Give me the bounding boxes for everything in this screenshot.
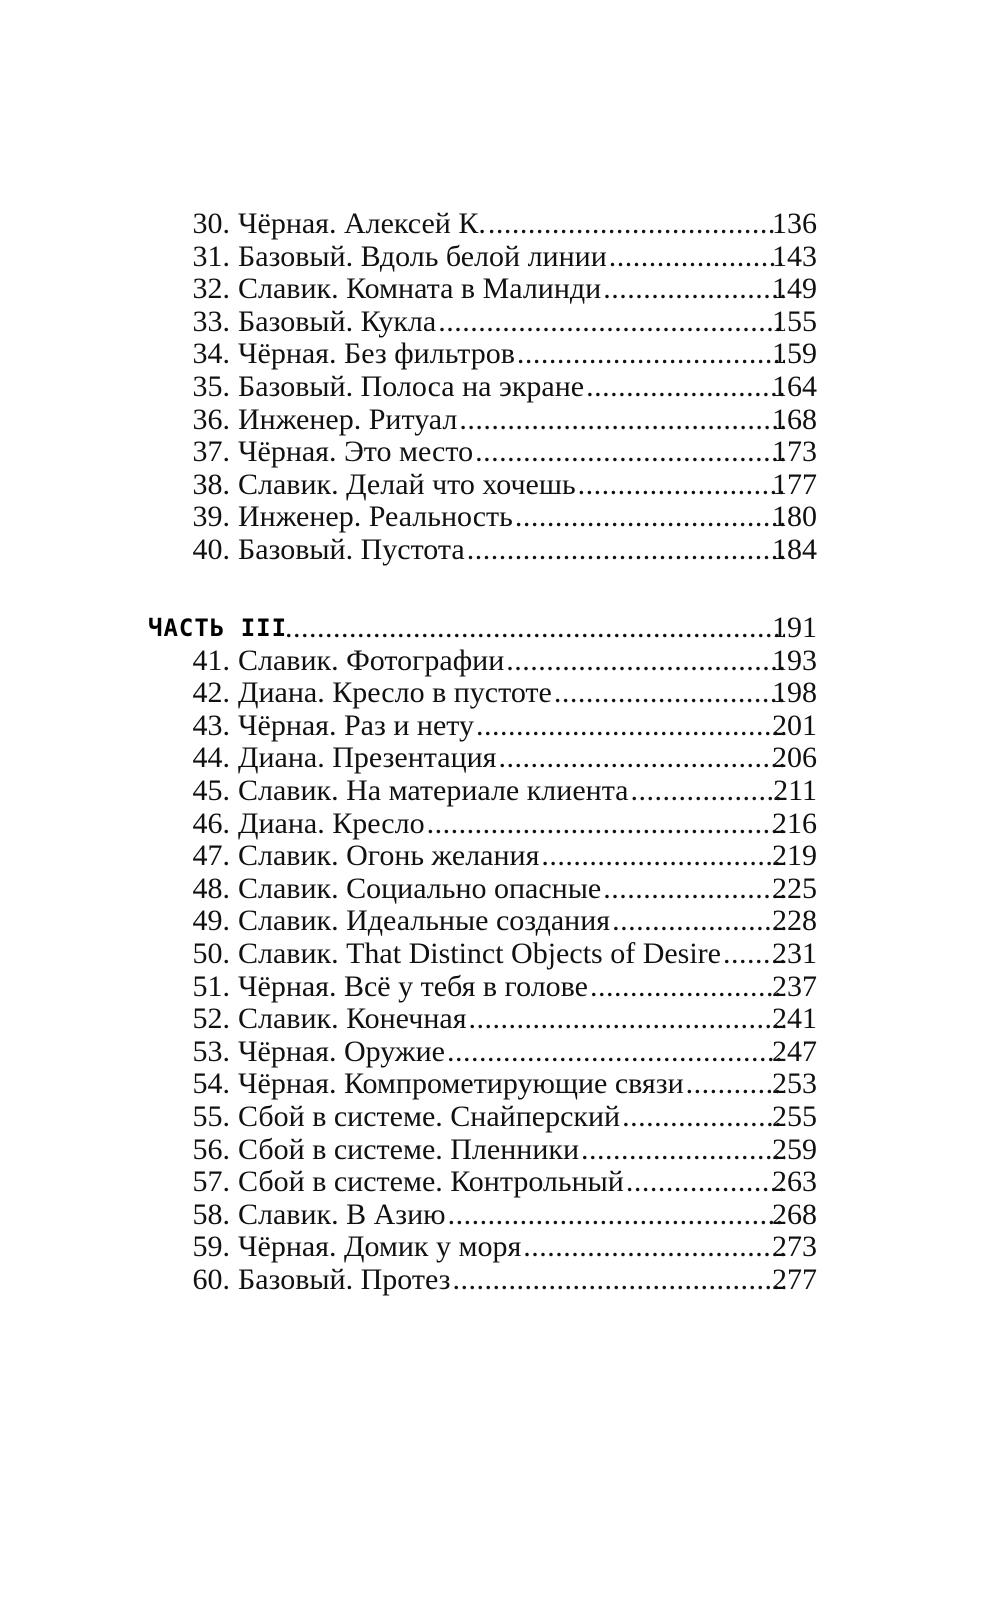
toc-entry[interactable] [0,1068,1000,1101]
chapter-number: 52. [192,1002,230,1036]
chapter-number: 50. [192,936,230,970]
toc-entry[interactable] [0,371,1000,404]
leader-dots [541,840,785,873]
page-number: 180 [772,500,817,534]
chapter-number: 47. [192,839,230,873]
toc-entry[interactable] [0,1264,1000,1297]
chapter-title: Славик. That Distinct Objects of Desire [238,937,721,970]
leader-dots [603,873,785,906]
toc-entry[interactable] [0,436,1000,469]
page-number: 255 [772,1099,817,1133]
chapter-title: Сбой в системе. Контрольный [238,1166,624,1199]
page-number: 241 [772,1002,817,1036]
toc-entry[interactable] [0,808,1000,841]
leader-dots [586,371,785,404]
chapter-number: 33. [192,304,230,338]
chapter-title: Сбой в системе. Пленники [238,1133,580,1166]
toc-entry[interactable] [0,873,1000,906]
chapter-number: 51. [192,969,230,1003]
leader-dots [590,971,785,1004]
chapter-number: 46. [192,806,230,840]
toc-entry[interactable] [0,971,1000,1004]
chapter-title: Базовый. Вдоль белой линии [238,240,607,273]
toc-entry[interactable] [0,306,1000,339]
chapter-title: Славик. Идеальные создания [238,905,611,938]
toc-entry[interactable] [0,1199,1000,1232]
chapter-number: 44. [192,741,230,775]
chapter-title: Диана. Кресло в пустоте [238,677,552,710]
leader-dots [609,241,785,274]
chapter-number: 43. [192,708,230,742]
page-number: 273 [772,1230,817,1264]
chapter-title: Чёрная. Это место [238,436,474,469]
page-number: 149 [772,272,817,306]
page-number: 136 [772,207,817,240]
page-number: 263 [772,1165,817,1199]
chapter-title: Базовый. Кукла [238,305,437,338]
chapter-number: 31. [192,239,230,273]
page-number: 277 [772,1262,817,1296]
page-number: 168 [772,402,817,436]
part-page-number: 191 [772,611,817,644]
chapter-title: Чёрная. Домик у моря [238,1231,522,1264]
leader-dots [631,775,786,808]
chapter-title: Славик. Конечная [238,1003,467,1036]
chapter-title: Чёрная. Компрометирующие связи [238,1068,684,1101]
leader-dots [622,1101,785,1134]
chapter-title: Базовый. Полоса на экране [238,370,585,403]
toc-entry[interactable] [0,938,1000,971]
leader-dots [612,905,785,938]
chapter-title: Славик. Фотографии [238,644,505,677]
page-number: 268 [772,1197,817,1231]
chapter-title: Славик. Социально опасные [238,872,602,905]
chapter-title: Чёрная. Оружие [238,1035,445,1068]
leader-dots [626,1166,785,1199]
chapter-number: 53. [192,1034,230,1068]
chapter-title: Славик. Делай что хочешь [238,468,576,501]
chapter-number: 35. [192,369,230,403]
chapter-number: 54. [192,1067,230,1101]
toc-entry[interactable] [0,710,1000,743]
toc-entry[interactable] [0,208,1000,241]
page-number: 259 [772,1132,817,1166]
page-number: 247 [772,1034,817,1068]
leader-dots [475,436,785,469]
page-number: 228 [772,904,817,938]
page-number: 184 [772,532,817,566]
page-number: 237 [772,969,817,1003]
leader-dots [427,808,785,841]
page-number: 173 [772,435,817,469]
page-number: 211 [773,773,817,807]
leader-dots [523,1231,785,1264]
leader-dots [517,338,785,371]
chapter-number: 30. [192,207,230,240]
chapter-number: 55. [192,1099,230,1133]
chapter-number: 40. [192,532,230,566]
page-number: 155 [772,304,817,338]
leader-dots [447,1036,785,1069]
leader-dots [476,710,785,743]
toc-entry[interactable] [0,404,1000,437]
toc-entry[interactable] [0,501,1000,534]
toc-entry[interactable] [0,1231,1000,1264]
leader-dots [438,306,785,339]
chapter-number: 34. [192,337,230,371]
leader-dots [467,534,785,567]
chapter-title: Чёрная. Без фильтров [238,338,515,371]
toc-entry[interactable] [0,338,1000,371]
chapter-number: 57. [192,1165,230,1199]
leader-dots [453,1264,785,1297]
leader-dots [469,1003,786,1036]
toc-entry[interactable] [0,677,1000,710]
leader-dots [603,273,785,306]
toc-entry[interactable] [0,1101,1000,1134]
toc-entry[interactable] [0,645,1000,678]
toc-entry[interactable] [0,1036,1000,1069]
chapter-title: Инженер. Ритуал [238,403,458,436]
chapter-number: 48. [192,871,230,905]
chapter-title: Чёрная. Алексей К. [238,208,486,240]
leader-dots [554,677,785,710]
chapter-title: Славик. На материале клиента [238,774,629,807]
toc-entry[interactable] [0,1003,1000,1036]
chapter-number: 32. [192,272,230,306]
toc-entry[interactable] [0,534,1000,567]
leader-dots [448,1199,785,1232]
leader-dots [506,645,785,678]
page-number: 177 [772,467,817,501]
chapter-number: 56. [192,1132,230,1166]
toc-entry[interactable] [0,273,1000,306]
toc-entry[interactable] [0,905,1000,938]
chapter-number: 38. [192,467,230,501]
chapter-number: 49. [192,904,230,938]
page-number: 193 [772,643,817,677]
leader-dots [578,469,785,502]
page-number: 206 [772,741,817,775]
chapter-number: 39. [192,500,230,534]
chapter-number: 42. [192,676,230,710]
chapter-number: 58. [192,1197,230,1231]
leader-dots [488,208,785,241]
part-label: ЧАСТЬ III [148,614,288,642]
toc-entry[interactable] [0,840,1000,873]
toc-entry[interactable] [0,241,1000,274]
chapter-number: 41. [192,643,230,677]
toc-entry[interactable] [0,1134,1000,1167]
leader-dots [498,742,785,775]
chapter-title: Базовый. Пустота [238,533,465,566]
chapter-title: Славик. Огонь желания [238,840,540,873]
page-number: 198 [772,676,817,710]
part3-chapter-list [0,645,1000,1297]
toc-entry[interactable] [0,775,1000,808]
chapter-number: 37. [192,435,230,469]
leader-dots [515,501,785,534]
chapter-title: Диана. Презентация [238,742,497,775]
leader-dots [459,404,785,437]
toc-part2-tail [0,208,1000,567]
chapter-number: 36. [192,402,230,436]
leader-dots [581,1134,785,1167]
part-heading[interactable] [0,612,1000,645]
chapter-title: Базовый. Протез [238,1263,451,1296]
chapter-title: Чёрная. Раз и нету [238,709,474,742]
chapter-title: Славик. Комната в Малинди [238,273,602,306]
toc-entry[interactable] [0,469,1000,502]
chapter-title: Чёрная. Всё у тебя в голове [238,970,588,1003]
page-number: 219 [772,839,817,873]
page-number: 216 [772,806,817,840]
page-number: 201 [772,708,817,742]
toc-entry[interactable] [0,1166,1000,1199]
chapter-number: 59. [192,1230,230,1264]
page-number: 164 [772,369,817,403]
page-number: 159 [772,337,817,371]
chapter-title: Славик. В Азию [238,1198,446,1231]
page-number: 225 [772,871,817,905]
chapter-title: Инженер. Реальность [238,501,513,534]
chapter-number: 45. [192,773,230,807]
leader-dots [285,612,785,645]
chapter-title: Диана. Кресло [238,807,425,840]
chapter-title: Сбой в системе. Снайперский [238,1100,621,1133]
page-number: 143 [772,239,817,273]
toc-entry[interactable] [0,742,1000,775]
toc-part3 [0,612,1000,1296]
page-number: 253 [772,1067,817,1101]
chapter-number: 60. [192,1262,230,1296]
page-number: 231 [772,936,817,970]
